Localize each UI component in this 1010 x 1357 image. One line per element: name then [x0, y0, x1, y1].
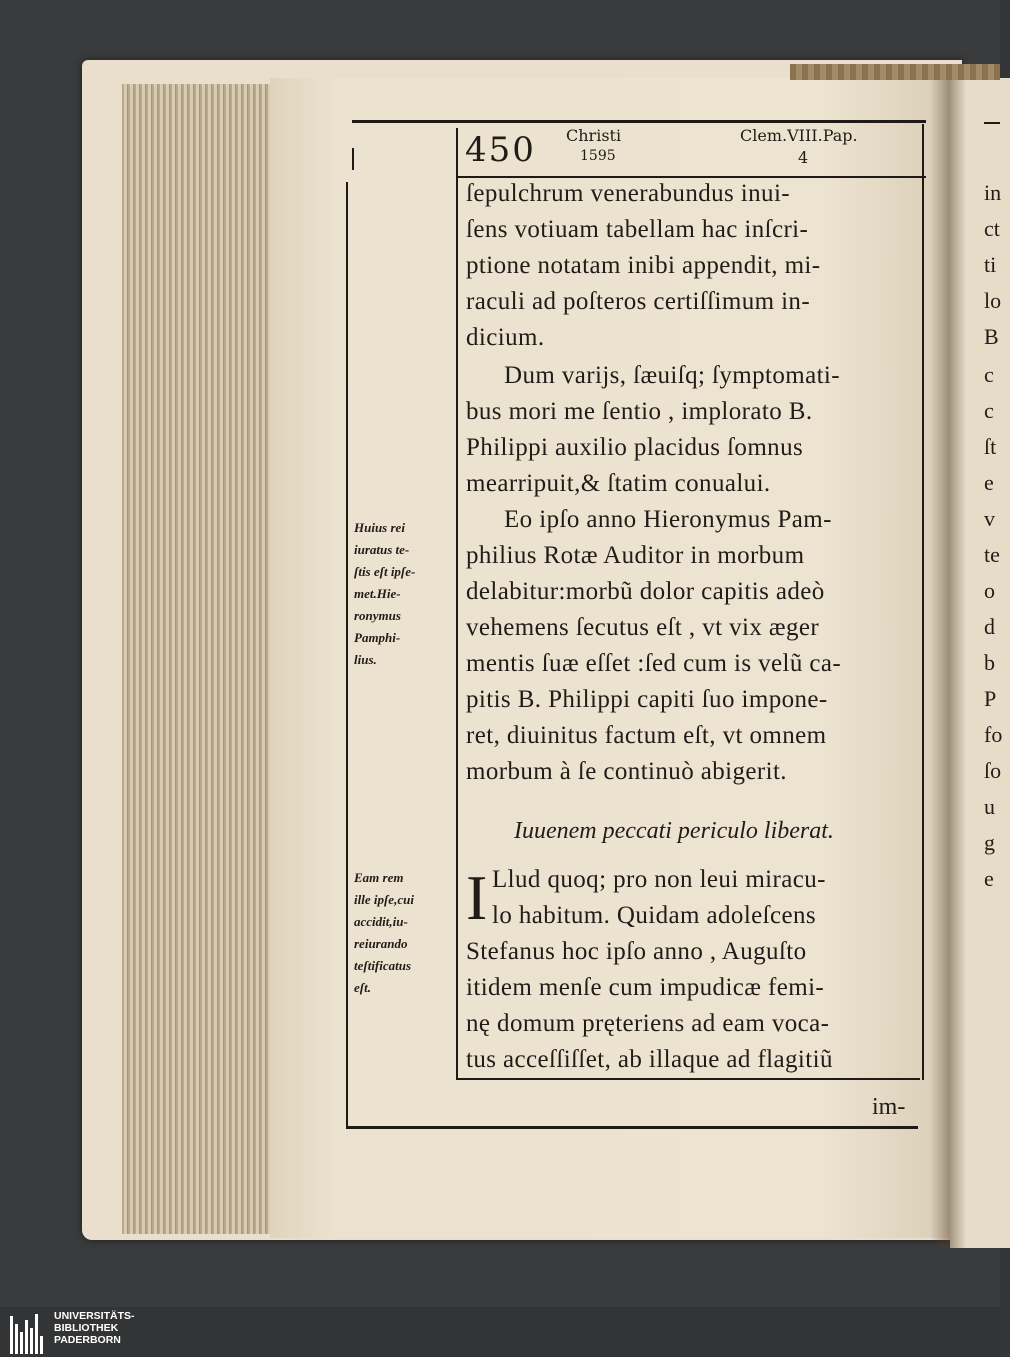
margin-note-line: accidit,iu-: [354, 914, 408, 929]
facing-text-fragment: g: [984, 830, 995, 855]
margin-note-line: iuratus te-: [354, 542, 410, 557]
facing-text-fragment: ti: [984, 252, 997, 277]
page-number: 450: [465, 130, 536, 170]
margin-note-line: Pamphi-: [354, 630, 401, 645]
margin-note-line: ſtis eſt ipſe-: [354, 564, 416, 579]
facing-text-fragment: ſo: [984, 758, 1002, 783]
text-line: delabitur:morbũ dolor capitis adeò: [466, 578, 825, 605]
margin-note-line: lius.: [354, 652, 377, 667]
top-rule: [352, 120, 926, 123]
facing-text-fragment: o: [984, 578, 995, 603]
pontificate-year: 4: [798, 148, 809, 167]
text-line: mentis ſuæ eſſet :ſed cum is velũ ca-: [466, 650, 842, 677]
facing-text-fragment: v: [984, 506, 995, 531]
text-line: itidem menſe cum impudicæ femi-: [466, 974, 825, 1001]
logo-line: BIBLIOTHEK: [54, 1322, 119, 1334]
book-gutter: [930, 78, 966, 1248]
header-rule: [458, 176, 926, 178]
pope-title: Clem.VIII.Pap.: [740, 126, 858, 145]
binding-strip: [790, 64, 1000, 80]
facing-text-fragment: d: [984, 614, 995, 639]
right-frame-rule: [922, 124, 924, 1080]
text-line: lo habitum. Quidam adoleſcens: [492, 902, 817, 929]
margin-note-line: ronymus: [354, 608, 401, 623]
facing-text-fragment: e: [984, 866, 994, 891]
text-line: Llud quoq; pro non leui miracu-: [492, 866, 826, 893]
margin-note-line: Huius rei: [354, 520, 405, 535]
text-line: philius Rotæ Auditor in morbum: [466, 542, 805, 569]
logo-line: PADERBORN: [54, 1334, 121, 1346]
year: 1595: [580, 148, 616, 164]
text-line: vehemens ſecutus eſt , vt vix æger: [466, 614, 820, 641]
facing-text-fragment: ſt: [984, 434, 997, 459]
margin-note-line: eſt.: [354, 980, 371, 995]
column-divider-rule: [456, 128, 458, 1080]
logo-line: UNIVERSITÄTS-: [54, 1310, 135, 1322]
text-line: raculi ad poſteros certiſſimum in-: [466, 288, 811, 315]
margin-note-line: met.Hie-: [354, 586, 401, 601]
facing-text-fragment: u: [984, 794, 995, 819]
text-line: ſepulchrum venerabundus inui-: [466, 180, 791, 207]
margin-note-line: reiurando: [354, 936, 408, 951]
facing-text-fragment: fo: [984, 722, 1003, 747]
left-frame-rule: [346, 182, 348, 1126]
facing-text-fragment: P: [984, 686, 997, 711]
facing-text-fragment: te: [984, 542, 1000, 567]
text-line: mearripuit,& ſtatim conualui.: [466, 470, 771, 497]
drop-initial: I: [466, 862, 488, 933]
footer-bar: [0, 1307, 1000, 1357]
margin-note-line: teſtificatus: [354, 958, 412, 973]
facing-text-fragment: in: [984, 180, 1002, 205]
text-line: pitis B. Philippi capiti ſuo impone-: [466, 686, 828, 713]
page-edges: [122, 84, 280, 1234]
text-line: Stefanus hoc ipſo anno , Auguſto: [466, 938, 807, 965]
library-logo-icon: [10, 1310, 46, 1354]
facing-text-fragment: lo: [984, 288, 1002, 313]
margin-note-line: ille ipſe,cui: [354, 892, 414, 907]
facing-page-rule: [984, 122, 1000, 124]
text-line: tus acceſſiſſet, ab illaque ad flagitiũ: [466, 1046, 833, 1073]
facing-text-fragment: b: [984, 650, 995, 675]
facing-text-fragment: ct: [984, 216, 1000, 241]
catchword: im-: [872, 1094, 906, 1120]
facing-text-fragment: B: [984, 324, 999, 349]
text-line: Eo ipſo anno Hieronymus Pam-: [504, 506, 832, 533]
text-line: ret, diuinitus factum eſt, vt omnem: [466, 722, 827, 749]
text-line: ſens votiuam tabellam hac inſcri-: [466, 216, 809, 243]
facing-text-fragment: e: [984, 470, 994, 495]
text-line: ptione notatam inibi appendit, mi-: [466, 252, 821, 279]
running-title: Christi: [566, 126, 622, 145]
section-heading: Iuuenem peccati periculo liberat.: [514, 818, 834, 844]
text-line: morbum à ſe continuò abigerit.: [466, 758, 787, 785]
library-logo-text: [54, 1310, 135, 1346]
text-line: nę domum pręteriens ad eam voca-: [466, 1010, 830, 1037]
facing-text-fragment: c: [984, 398, 994, 423]
facing-text-fragment: c: [984, 362, 994, 387]
text-line: dicium.: [466, 324, 545, 351]
bottom-rule: [346, 1126, 918, 1129]
text-line: Philippi auxilio placidus ſomnus: [466, 434, 804, 461]
inner-bottom-rule: [458, 1078, 920, 1080]
text-line: Dum varijs, ſæuiſq; ſymptomati-: [504, 362, 840, 389]
text-line: bus mori me ſentio , implorato B.: [466, 398, 813, 425]
margin-note-line: Eam rem: [354, 870, 404, 885]
margin-tick: [352, 148, 354, 170]
